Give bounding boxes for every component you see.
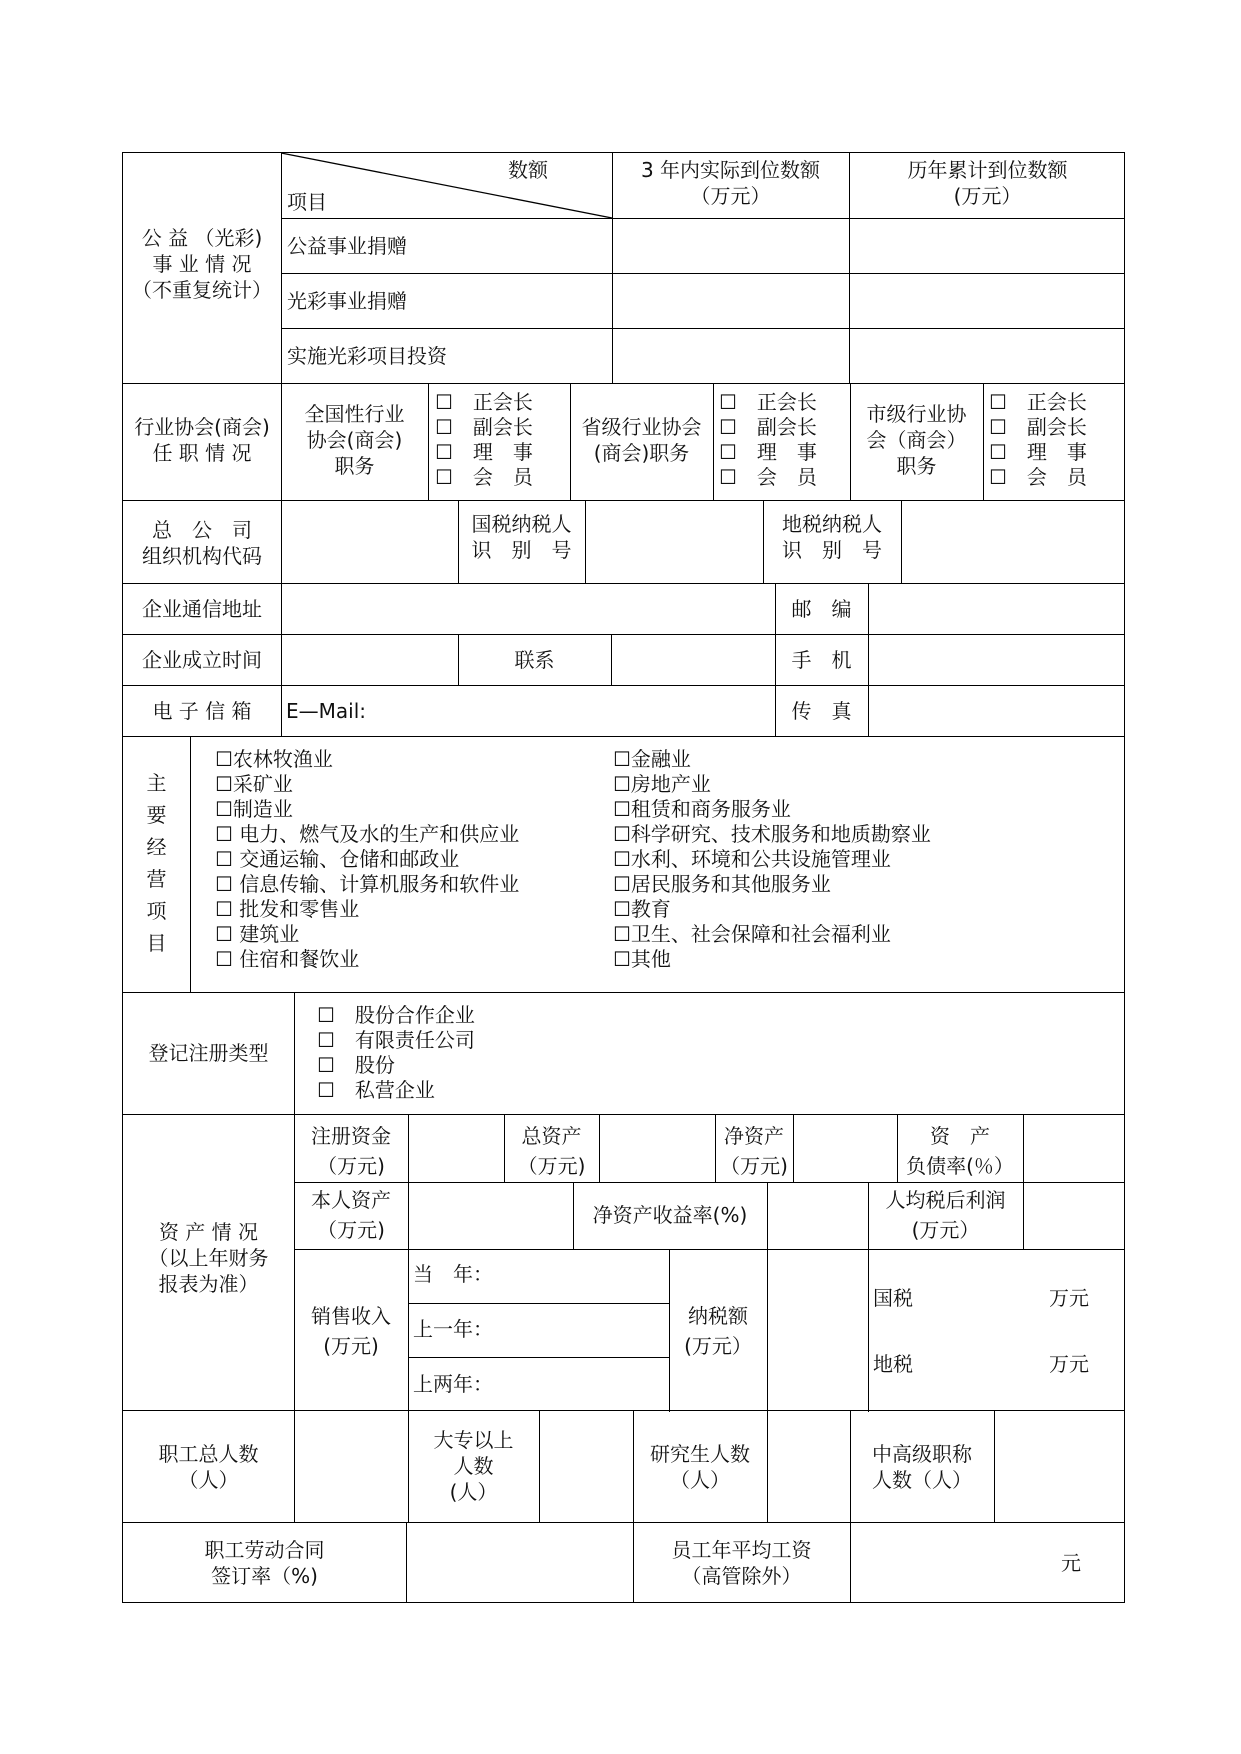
option-research[interactable]: ☐科学研究、技术服务和地质勘察业 xyxy=(613,822,931,846)
option-health-welfare[interactable]: ☐卫生、社会保障和社会福利业 xyxy=(613,922,891,946)
fax-label: 传 真 xyxy=(791,699,852,723)
mobile-input[interactable] xyxy=(870,636,1124,684)
staff-section xyxy=(122,1410,1125,1523)
national-role-options[interactable] xyxy=(435,390,533,490)
contract-rate-label: 职工劳动合同 签订率（%) xyxy=(204,1538,325,1588)
option-private[interactable]: ☐ 私营企业 xyxy=(317,1078,435,1102)
graduate-staff-label: 研究生人数 （人） xyxy=(650,1442,750,1492)
association-label: 行业协会(商会) 任 职 情 况 xyxy=(134,415,270,465)
option-manufacturing[interactable]: ☐制造业 xyxy=(215,797,293,821)
registered-capital-label: 注册资金 （万元) xyxy=(311,1124,391,1178)
national-tax-label: 国税 xyxy=(873,1286,913,1310)
tax-amount-label: 纳税额 (万元） xyxy=(684,1304,752,1358)
contact-label: 联系 xyxy=(514,648,555,672)
option-member[interactable]: ☐ 会 员 xyxy=(989,465,1087,489)
sales-current-year[interactable]: 当 年： xyxy=(413,1262,493,1286)
corner-header-item: 项目 xyxy=(287,190,327,214)
senior-title-staff-label: 中高级职称 人数（人） xyxy=(872,1442,972,1492)
option-it-services[interactable]: ☐ 信息传输、计算机服务和软件业 xyxy=(215,872,520,896)
provincial-association-label: 省级行业协会 (商会)职务 xyxy=(581,415,702,465)
senior-title-staff-input[interactable] xyxy=(996,1411,1124,1522)
option-hospitality[interactable]: ☐ 住宿和餐饮业 xyxy=(215,947,360,971)
total-assets-label: 总资产 （万元) xyxy=(517,1124,586,1178)
row-label-guangcai: 光彩事业捐赠 xyxy=(287,289,407,313)
codes-section xyxy=(122,500,1125,584)
option-mining[interactable]: ☐采矿业 xyxy=(215,772,293,796)
local-tax-id-input[interactable] xyxy=(903,501,1124,583)
option-president[interactable]: ☐ 正会长 xyxy=(435,390,533,414)
total-staff-label: 职工总人数 （人） xyxy=(158,1442,259,1492)
row-label-public-welfare: 公益事业捐赠 xyxy=(287,234,407,258)
postcode-label: 邮 编 xyxy=(791,597,852,621)
sales-two-years-ago[interactable]: 上两年： xyxy=(413,1372,493,1396)
option-real-estate[interactable]: ☐房地产业 xyxy=(613,772,711,796)
option-vice-president[interactable]: ☐ 副会长 xyxy=(719,415,817,439)
net-assets-label: 净资产 （万元) xyxy=(720,1124,788,1178)
assets-label: 资 产 情 况 （以上年财务 报表为准） xyxy=(148,1220,269,1296)
assets-section xyxy=(122,1114,1125,1411)
corner-header-amount: 数额 xyxy=(508,158,548,182)
option-limited-liability[interactable]: ☐ 有限责任公司 xyxy=(317,1028,475,1052)
option-director[interactable]: ☐ 理 事 xyxy=(989,440,1087,464)
option-president[interactable]: ☐ 正会长 xyxy=(719,390,817,414)
graduate-staff-input[interactable] xyxy=(769,1411,849,1522)
option-transport[interactable]: ☐ 交通运输、仓储和邮政业 xyxy=(215,847,460,871)
registration-section xyxy=(122,992,1125,1115)
contract-salary-section xyxy=(122,1522,1125,1603)
founded-input[interactable] xyxy=(283,636,457,684)
option-vice-president[interactable]: ☐ 副会长 xyxy=(989,415,1087,439)
industry-options-left[interactable] xyxy=(215,747,519,972)
national-tax-id-input[interactable] xyxy=(587,501,762,583)
row-label-project-investment: 实施光彩项目投资 xyxy=(287,344,447,368)
col-header-cumulative: 历年累计到位数额 (万元） xyxy=(907,158,1068,208)
debt-ratio-label: 资 产 负债率(％） xyxy=(906,1124,1014,1178)
fax-input[interactable] xyxy=(870,687,1124,736)
mobile-label: 手 机 xyxy=(791,648,852,672)
option-education[interactable]: ☐教育 xyxy=(613,897,671,921)
registration-options[interactable] xyxy=(317,1003,475,1103)
option-resident-services[interactable]: ☐居民服务和其他服务业 xyxy=(613,872,831,896)
email-label: 电 子 信 箱 xyxy=(152,699,252,723)
average-salary-input[interactable] xyxy=(852,1523,1052,1602)
option-joint-stock-coop[interactable]: ☐ 股份合作企业 xyxy=(317,1003,475,1027)
address-label: 企业通信地址 xyxy=(142,597,262,621)
own-assets-label: 本人资产 （万元) xyxy=(311,1188,391,1242)
founded-label: 企业成立时间 xyxy=(142,648,262,672)
welfare-label: 公 益 （光彩) 事 业 情 况 （不重复统计） xyxy=(132,226,272,302)
college-staff-label: 大专以上 人数 (人） xyxy=(433,1428,514,1504)
option-other[interactable]: ☐其他 xyxy=(613,947,671,971)
input-project-total[interactable] xyxy=(851,330,1124,382)
city-association-label: 市级行业协 会（商会） 职务 xyxy=(866,402,967,478)
org-code-label: 总 公 司 组织机构代码 xyxy=(142,518,262,568)
association-section xyxy=(122,383,1125,501)
postcode-input[interactable] xyxy=(870,584,1124,633)
input-guangcai-total[interactable] xyxy=(851,275,1124,326)
college-staff-input[interactable] xyxy=(541,1411,632,1522)
registration-label: 登记注册类型 xyxy=(148,1041,269,1065)
option-finance[interactable]: ☐金融业 xyxy=(613,747,691,771)
contract-rate-input[interactable] xyxy=(408,1523,632,1602)
city-role-options[interactable] xyxy=(989,390,1087,490)
contact-input[interactable] xyxy=(613,636,774,684)
business-section xyxy=(122,736,1125,993)
option-director[interactable]: ☐ 理 事 xyxy=(435,440,533,464)
option-member[interactable]: ☐ 会 员 xyxy=(435,465,533,489)
business-label: 主 要 经 营 项 目 xyxy=(146,771,167,955)
address-input[interactable] xyxy=(283,584,774,633)
national-tax-unit: 万元 xyxy=(1049,1286,1089,1310)
option-agriculture[interactable]: ☐农林牧渔业 xyxy=(215,747,333,771)
option-vice-president[interactable]: ☐ 副会长 xyxy=(435,415,533,439)
option-president[interactable]: ☐ 正会长 xyxy=(989,390,1087,414)
local-tax-label: 地税 xyxy=(873,1352,913,1376)
average-salary-label: 员工年平均工资 （高管除外） xyxy=(671,1538,812,1588)
national-tax-id-label: 国税纳税人 识 别 号 xyxy=(471,512,572,562)
welfare-section xyxy=(122,152,1125,384)
total-staff-input[interactable] xyxy=(296,1411,407,1522)
col-header-3years: 3 年内实际到位数额 （万元） xyxy=(640,158,821,208)
option-member[interactable]: ☐ 会 员 xyxy=(719,465,817,489)
sales-label: 销售收入 (万元) xyxy=(311,1304,391,1358)
option-wholesale-retail[interactable]: ☐ 批发和零售业 xyxy=(215,897,360,921)
input-project-3yr[interactable] xyxy=(614,330,847,382)
option-leasing[interactable]: ☐租赁和商务服务业 xyxy=(613,797,791,821)
option-shares[interactable]: ☐ 股份 xyxy=(317,1053,395,1077)
salary-unit-yuan: 元 xyxy=(1061,1551,1081,1575)
sales-last-year[interactable]: 上一年： xyxy=(413,1317,493,1341)
industry-options-right[interactable] xyxy=(613,747,931,972)
input-guangcai-3yr[interactable] xyxy=(614,275,847,326)
contact-section xyxy=(122,583,1125,737)
local-tax-unit: 万元 xyxy=(1049,1352,1089,1376)
national-association-label: 全国性行业 协会(商会) 职务 xyxy=(304,402,405,478)
option-construction[interactable]: ☐ 建筑业 xyxy=(215,922,300,946)
option-water-environment[interactable]: ☐水利、环境和公共设施管理业 xyxy=(613,847,891,871)
org-code-input[interactable] xyxy=(283,501,457,583)
corner-diagonal xyxy=(281,153,613,219)
input-welfare-total[interactable] xyxy=(851,220,1124,271)
provincial-role-options[interactable] xyxy=(719,390,817,490)
option-director[interactable]: ☐ 理 事 xyxy=(719,440,817,464)
input-welfare-3yr[interactable] xyxy=(614,220,847,271)
profit-per-capita-label: 人均税后利润 (万元） xyxy=(885,1188,1006,1242)
roe-label: 净资产收益率(%) xyxy=(592,1203,748,1227)
email-input[interactable]: E—Mail: xyxy=(286,699,366,723)
option-utilities[interactable]: ☐ 电力、燃气及水的生产和供应业 xyxy=(215,822,520,846)
local-tax-id-label: 地税纳税人 识 别 号 xyxy=(782,512,882,562)
